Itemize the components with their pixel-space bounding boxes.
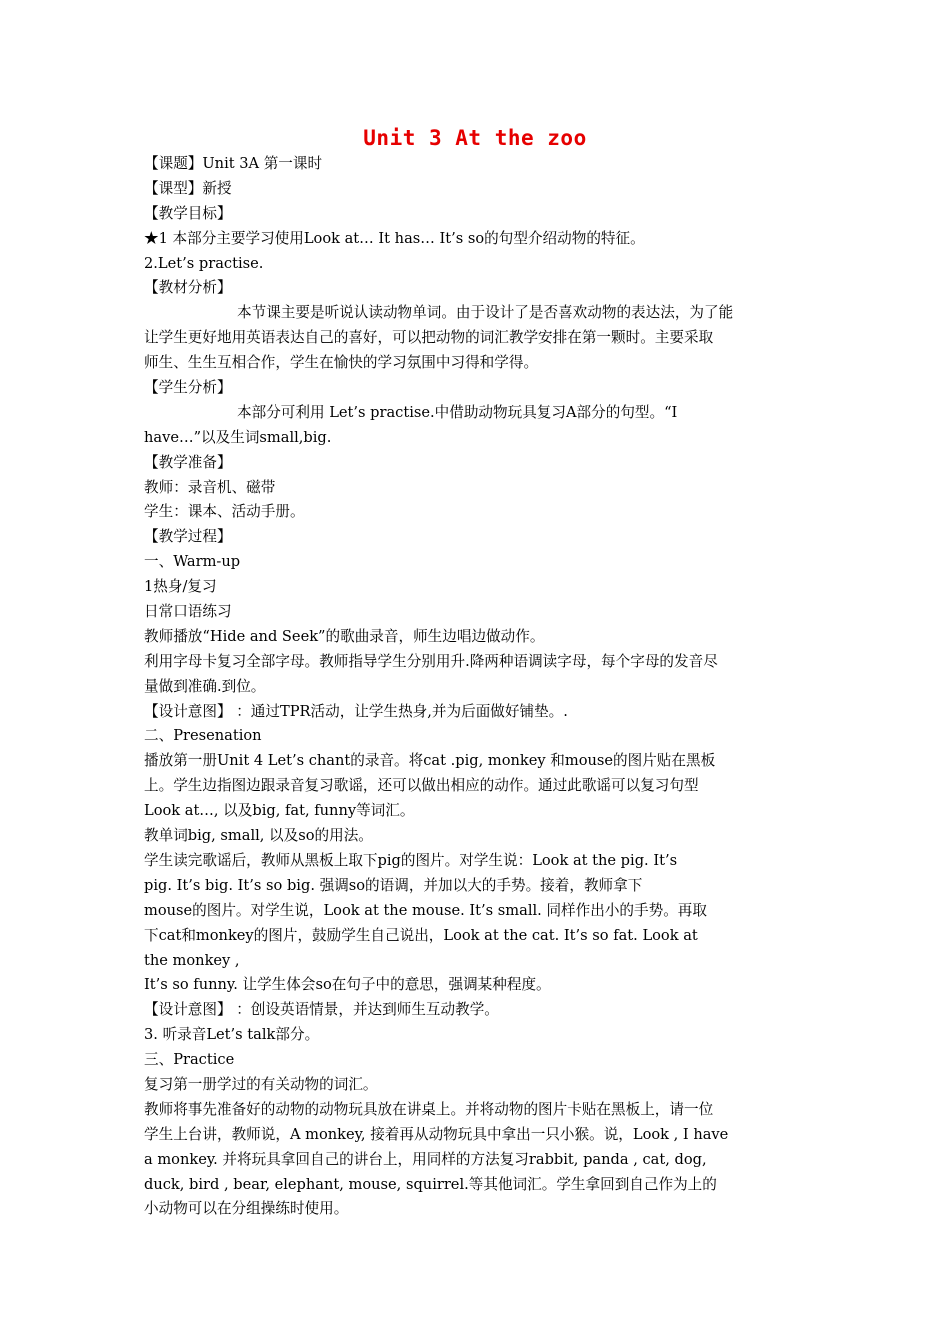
design-intent-line: 【设计意图】 ：创设英语情景，并达到师生互动教学。 [144,1001,499,1019]
subsection-heading: 二、Presenation [144,727,262,745]
paragraph-line: 1热身/复习 [144,578,217,596]
paragraph-line: 3. 听录音Let’s talk部分。 [144,1026,320,1044]
paragraph-line: 下cat和monkey的图片，鼓励学生自己说出，Look at the cat. It’s so fat. Look at [144,926,698,944]
paragraph-line: 播放第一册Unit 4 Let’s chant的录音。将cat .pig, monkey 和mouse的图片贴在黑板 [144,752,716,770]
paragraph-line: the monkey , [144,951,240,969]
lesson-topic: 【课题】Unit 3A 第一课时 [144,155,323,172]
lesson-type: 【课型】新授 [144,179,232,197]
paragraph-line: 师生、生生互相合作，学生在愉快的学习氛围中习得和学得。 [144,354,539,372]
objective-line: 2.Let’s practise. [144,254,264,272]
paragraph-line: 学生上台讲，教师说，A monkey, 接着再从动物玩具中拿出一只小猴。说，Look , I have [144,1125,729,1143]
section-heading-objectives: 【教学目标】 [144,204,232,222]
paragraph-line: a monkey. 并将玩具拿回自己的讲台上，用同样的方法复习rabbit, panda , cat, dog, [144,1150,707,1168]
section-heading-material-analysis: 【教材分析】 [144,279,232,297]
paragraph-line: 教师将事先准备好的动物的动物玩具放在讲桌上。并将动物的图片卡贴在黑板上，请一位 [144,1100,714,1118]
paragraph-line: pig. It’s big. It’s so big. 强调so的语调，并加以大的手势。接着，教师拿下 [144,876,643,894]
paragraph-line: 教单词big, small, 以及so的用法。 [144,827,373,845]
subsection-heading: 三、Practice [144,1051,235,1069]
paragraph-line: 教师播放“Hide and Seek”的歌曲录音，师生边唱边做动作。 [144,627,545,645]
paragraph-line: 小动物可以在分组操练时使用。 [144,1200,349,1218]
paragraph-line: 本部分可利用 Let’s practise.中借助动物玩具复习A部分的句型。“I [237,403,678,421]
paragraph-line: 上。学生边指图边跟录音复习歌谣，还可以做出相应的动作。通过此歌谣可以复习句型 [144,777,699,795]
paragraph-line: mouse的图片。对学生说，Look at the mouse. It’s small. 同样作出小的手势。再取 [144,901,707,919]
paragraph-line: 教师：录音机、磁带 [144,478,276,496]
subsection-heading: 一、Warm-up [144,553,241,571]
paragraph-line: It’s so funny. 让学生体会so在句子中的意思，强调某种程度。 [144,976,551,994]
section-heading-student-analysis: 【学生分析】 [144,379,232,397]
document-body [144,152,810,1222]
paragraph-line: 复习第一册学过的有关动物的词汇。 [144,1075,378,1093]
paragraph-line: 日常口语练习 [144,603,232,621]
document-title: Unit 3 At the zoo [363,126,587,150]
paragraph-line: 本节课主要是听说认读动物单词。由于设计了是否喜欢动物的表达法，为了能 [237,304,734,322]
section-heading-preparation: 【教学准备】 [144,453,232,471]
paragraph-line: 学生：课本、活动手册。 [144,503,305,521]
paragraph-line: Look at…, 以及big, fat, funny等词汇。 [144,802,415,820]
objective-line: ★1 本部分主要学习使用Look at… It has… It’s so的句型介绍动物的特征。 [144,229,645,247]
paragraph-line: 利用字母卡复习全部字母。教师指导学生分别用升.降两种语调读字母，每个字母的发音尽 [144,652,718,670]
paragraph-line: 量做到准确.到位。 [144,677,266,695]
design-intent-line: 【设计意图】 ：通过TPR活动，让学生热身,并为后面做好铺垫。. [144,702,568,720]
paragraph-line: have…”以及生词small,big. [144,428,332,446]
paragraph-line: duck, bird , bear, elephant, mouse, squirrel.等其他词汇。学生拿回到自己作为上的 [144,1175,717,1193]
section-heading-process: 【教学过程】 [144,528,232,546]
paragraph-line: 学生读完歌谣后，教师从黑板上取下pig的图片。对学生说：Look at the pig. It’s [144,851,678,869]
paragraph-line: 让学生更好地用英语表达自己的喜好，可以把动物的词汇教学安排在第一颗时。主要采取 [144,329,714,347]
